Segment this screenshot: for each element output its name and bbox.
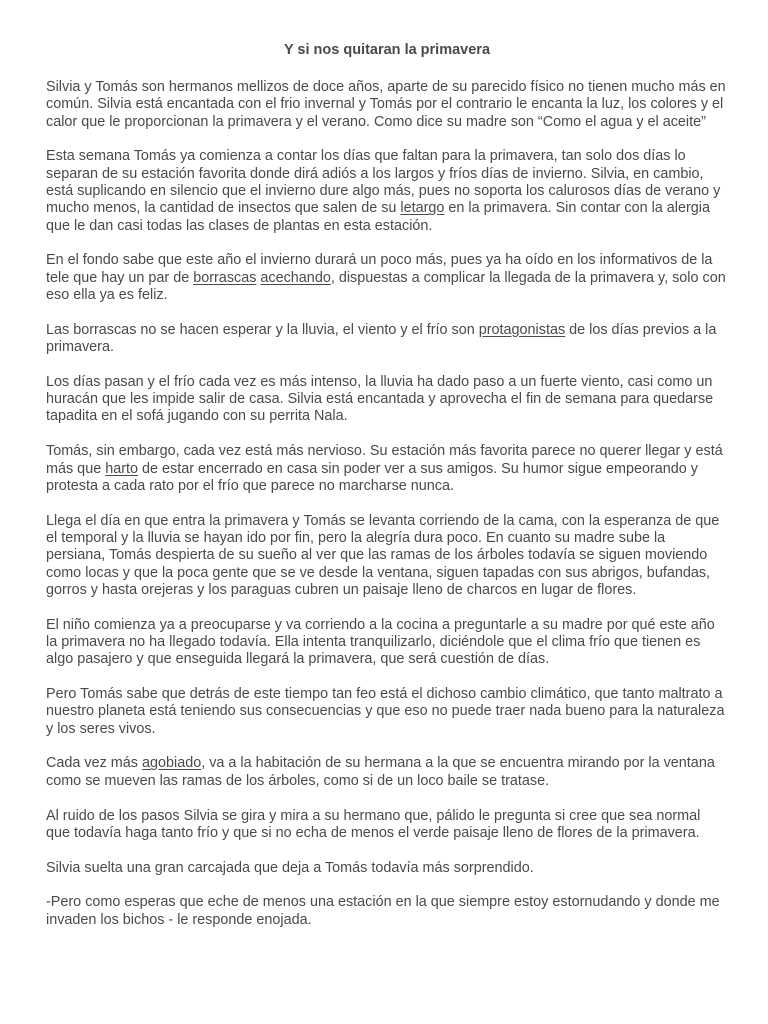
- paragraph-text: Silvia y Tomás son hermanos mellizos de doce años, aparte de su parecido físico no tienen mucho más en común. Silvia está encantada con el frio invernal y Tomás por el contrario le encanta la luz, los colores y el calor que le proporcionan la primavera y el verano. Como dice su madre son “Como el agua y el aceite”: [46, 79, 726, 130]
- underlined-word: borrascas: [193, 269, 257, 286]
- paragraph: [46, 808, 728, 843]
- underlined-word: agobiado: [141, 755, 202, 772]
- document-body: [46, 79, 728, 929]
- paragraph-text: Llega el día en que entra la primavera y Tomás se levanta corriendo de la cama, con la esperanza de que el temporal y la lluvia se hayan ido por fin, pero la alegría dura poco. En cuanto su madre sube la persiana, Tomás despierta de su sueño al ver que las ramas de los árboles todavía se siguen moviendo como locas y que la poca gente que se ve desde la ventana, siguen tapadas con sus abrigos, bufandas, gorros y hasta orejeras y los paraguas cubren un paisaje lleno de charcos en lugar de flores.: [46, 512, 720, 598]
- paragraph-text: Al ruido de los pasos Silvia se gira y mira a su hermano que, pálido le pregunta si cree que sea normal que todavía haga tanto frío y que si no echa de menos el verde paisaje lleno de flores de la primavera.: [46, 807, 701, 841]
- paragraph-text: El niño comienza ya a preocuparse y va corriendo a la cocina a preguntarle a su madre por qué este año la primavera no ha llegado todavía. Ella intenta tranquilizarlo, diciéndole que el clima frío que tienen es algo pasajero y que enseguida llegará la primavera, que será cuestión de días.: [46, 616, 715, 668]
- underlined-word: harto: [105, 460, 139, 477]
- paragraph-text: Esta semana Tomás ya comienza a contar los días que faltan para la primavera, tan solo dos días lo separan de su estación favorita donde dirá adiós a los largos y fríos días de invierno. Silvia, en cambio, está suplicando en silencio que el invierno dure algo más, pues no soporta los calurosos días de verano y mucho menos, la cantidad de insectos que salen de su: [46, 148, 721, 217]
- paragraph-text: Pero Tomás sabe que detrás de este tiempo tan feo está el dichoso cambio climático, que tanto maltrato a nuestro planeta está teniendo sus consecuencias y que eso no puede traer nada bueno para la naturaleza y los seres vivos.: [46, 686, 725, 737]
- paragraph-text: Los días pasan y el frío cada vez es más intenso, la lluvia ha dado paso a un fuerte viento, casi como un huracán que les impide salir de casa. Silvia está encantada y aprovecha el fin de semana para quedarse tapadita en el sofá jugando con su perrita Nala.: [46, 373, 714, 425]
- underlined-word: acechando: [260, 269, 331, 286]
- paragraph-text: , va a la habitación de su hermana a la que se encuentra mirando por la ventana como se mueven las ramas de los árboles, como si de un loco baile se tratase.: [46, 755, 715, 789]
- paragraph: [46, 860, 728, 877]
- paragraph-text: , dispuestas a complicar la llegada de la primavera y, solo con eso ella ya es feliz.: [46, 269, 726, 303]
- paragraph-text: En el fondo sabe que este año el invierno durará un poco más, pues ya ha oído en los informativos de la tele que hay un par de: [46, 252, 713, 286]
- paragraph-text: Silvia suelta una gran carcajada que deja a Tomás todavía más sorprendido.: [46, 859, 534, 876]
- paragraph: [46, 686, 728, 738]
- paragraph: [46, 148, 728, 234]
- paragraph: [46, 894, 728, 929]
- paragraph-text: Cada vez más: [46, 755, 142, 772]
- paragraph-text: en la primavera. Sin contar con la alergia que le dan casi todas las clases de plantas en esta estación.: [46, 200, 710, 234]
- underlined-word: letargo: [400, 200, 445, 217]
- paragraph: [46, 322, 728, 357]
- paragraph: [46, 79, 728, 131]
- paragraph: [46, 443, 728, 495]
- paragraph-text: Tomás, sin embargo, cada vez está más nervioso. Su estación más favorita parece no querer llegar y está más que: [46, 443, 723, 477]
- paragraph: [46, 513, 728, 599]
- paragraph: [46, 755, 728, 790]
- paragraph-text: -Pero como esperas que eche de menos una estación en la que siempre estoy estornudando y donde me invaden los bichos - le responde enojada.: [46, 894, 720, 928]
- document-title: Y si nos quitaran la primavera: [283, 42, 491, 58]
- paragraph: [46, 374, 728, 426]
- paragraph-text: de los días previos a la primavera.: [46, 321, 717, 356]
- paragraph: [46, 617, 728, 669]
- paragraph-text: de estar encerrado en casa sin poder ver a sus amigos. Su humor sigue empeorando y protesta a cada rato por el frío que parece no marcharse nunca.: [46, 460, 698, 494]
- underlined-word: protagonistas: [478, 321, 566, 338]
- paragraph: [46, 252, 728, 304]
- paragraph-text: Las borrascas no se hacen esperar y la lluvia, el viento y el frío son: [46, 321, 479, 338]
